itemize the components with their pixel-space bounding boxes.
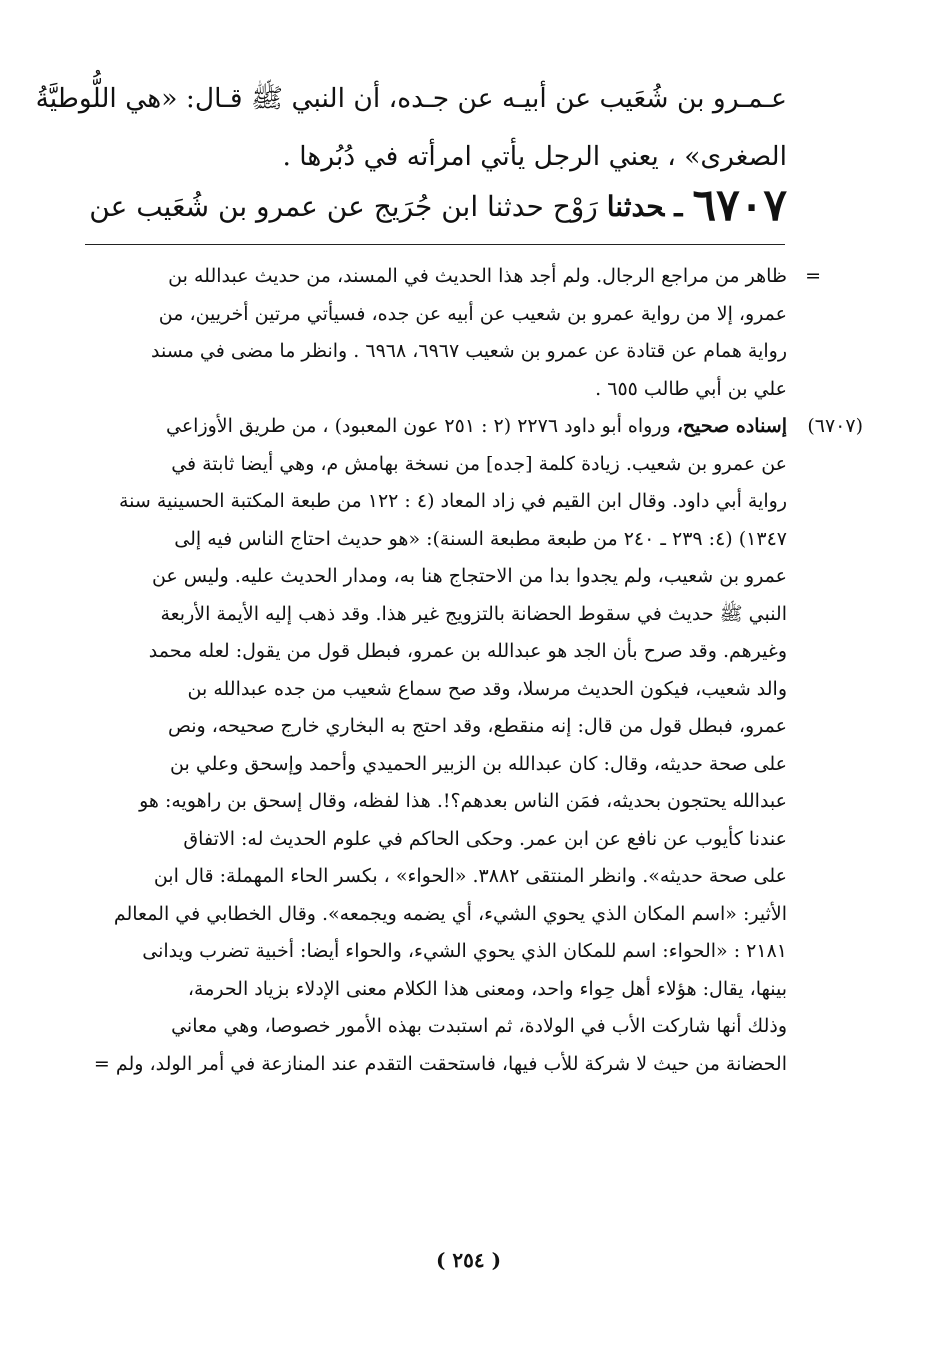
- footnote-line: على صحة حديثه، وقال: كان عبدالله بن الزبير الحميدي وأحمد وإسحق وعلي بن: [170, 752, 787, 775]
- footnotes: [93, 258, 863, 1083]
- page-number: ( ٢٥٤ ): [435, 1248, 502, 1272]
- continuation-mark: =: [93, 1052, 110, 1075]
- hadith-text: رَوْح حدثنا ابن جُرَيج عن عمرو بن شُعَيب عن: [89, 190, 598, 223]
- footnote-line: ١٣٤٧) (٤: ٢٣٩ ـ ٢٤٠ من طبعة مطبعة السنة): «هو حديث احتاج الناس فيه إلى: [174, 527, 787, 550]
- hadith-dash: ـ: [674, 190, 683, 223]
- hadith-label: حدثنا: [606, 190, 665, 223]
- footnote-number: (٦٧٠٧): [807, 415, 863, 437]
- footnote-line: عمرو، إلا من رواية عمرو بن شعيب عن أبيه عن جده، فسيأتي مرتين أخريين، من: [158, 302, 787, 325]
- footnote-line: عن عمرو بن شعيب. زيادة كلمة [جده] من نسخة بهامش م، وهي أيضا ثابتة في: [171, 452, 787, 475]
- footnote-line: علي بن أبي طالب ٦٥٥ .: [595, 377, 787, 400]
- footnote-line: رواية همام عن قتادة عن عمرو بن شعيب ٦٩٦٧، ٦٩٦٨ . وانظر ما مضى في مسند: [151, 340, 787, 362]
- footnote-line: ٢١٨١ : «الحواء: اسم للمكان الذي يحوي الشيء، والحواء أيضا: أخبية تضرب ويدانى: [142, 940, 787, 962]
- continuation-mark: =: [805, 265, 821, 287]
- footnote-line: عبدالله يحتجون بحديثه، فمَن الناس بعدهم؟!. هذا لفظه، وقال إسحق بن راهويه: هو: [139, 790, 787, 812]
- footnote-line: ظاهر من مراجع الرجال. ولم أجد هذا الحديث في المسند، من حديث عبدالله بن: [168, 265, 787, 287]
- footnote-line: النبي ﷺ حديث في سقوط الحضانة بالتزويج غير هذا. وقد ذهب إليه الأيمة الأربعة: [160, 602, 787, 625]
- footnote-lead-rest: ورواه أبو داود ٢٢٧٦ (٢ : ٢٥١ عون المعبود) ، من طريق الأوزاعي: [166, 415, 677, 437]
- footnote-line: الأثير: «اسم المكان الذي يحوي الشيء، أي يضمه ويجمعه». وقال الخطابي في المعالم: [113, 902, 787, 925]
- footnote-line: عندنا كأيوب عن نافع عن ابن عمر. وحكى الحاكم في علوم الحديث له: الاتفاق: [183, 827, 787, 850]
- hadith-number: ٦٧٠٧: [692, 180, 787, 231]
- footnote-line: وغيرهم. وقد صرح بأن الجد هو عبدالله بن عمرو، فبطل قول من يقول: لعله محمد: [148, 640, 787, 662]
- footnote-line: وذلك أنها شاركت الأب في الولادة، ثم استبدت بهذه الأمور خصوصا، وهي معاني: [171, 1015, 787, 1037]
- footnote-line: [127, 408, 787, 446]
- footnote-line: على صحة حديثه». وانظر المنتقى ٣٨٨٢. «الحواء» ، بكسر الحاء المهملة: قال ابن: [153, 865, 787, 887]
- footnote-line: بينها، يقال: هؤلاء أهل حِواء واحد، ومعنى هذا الكلام معنى الإدلاء بزياد الحرمة،: [187, 977, 787, 1000]
- footnote-bold-lead: إسناده صحيح،: [676, 415, 787, 437]
- footnote-6707: [93, 408, 863, 1083]
- footnote-line: عمرو، فبطل قول من قال: إنه منقطع، وقد احتج به البخاري خارج صحيحه، ونص: [167, 715, 787, 737]
- footnote-separator: [85, 244, 785, 245]
- footnote-line: والد شعيب، فيكون الحديث مرسلا، وقد صح سماع شعيب من جده عبدالله بن: [187, 677, 787, 700]
- main-text: [35, 70, 787, 186]
- footnote-line: رواية أبي داود. وقال ابن القيم في زاد المعاد (٤ : ١٢٢ من طبعة المكتبة الحسينية سنة: [118, 490, 787, 512]
- footnote-last-text: الحضانة من حيث لا شركة للأب فيها، فاستحقت التقدم عند المنازعة في أمر الولد، ولم: [115, 1052, 787, 1075]
- footnote-line: عمرو بن شعيب، ولم يجدوا بدا من الاحتجاج هنا به، ومدار الحديث عليه. وليس عن: [151, 565, 787, 587]
- main-text-line: عـمـرو بن شُعَيب عن أبيـه عن جـده، أن النبي ﷺ قـال: «هي اللُّوطيَّةُ: [35, 83, 787, 114]
- footnote-line: [93, 1046, 787, 1084]
- hadith-heading: [89, 178, 787, 235]
- footnote-continued: [127, 258, 821, 408]
- main-text-line: الصغرى» ، يعني الرجل يأتي امرأته في دُبُرها .: [282, 141, 787, 172]
